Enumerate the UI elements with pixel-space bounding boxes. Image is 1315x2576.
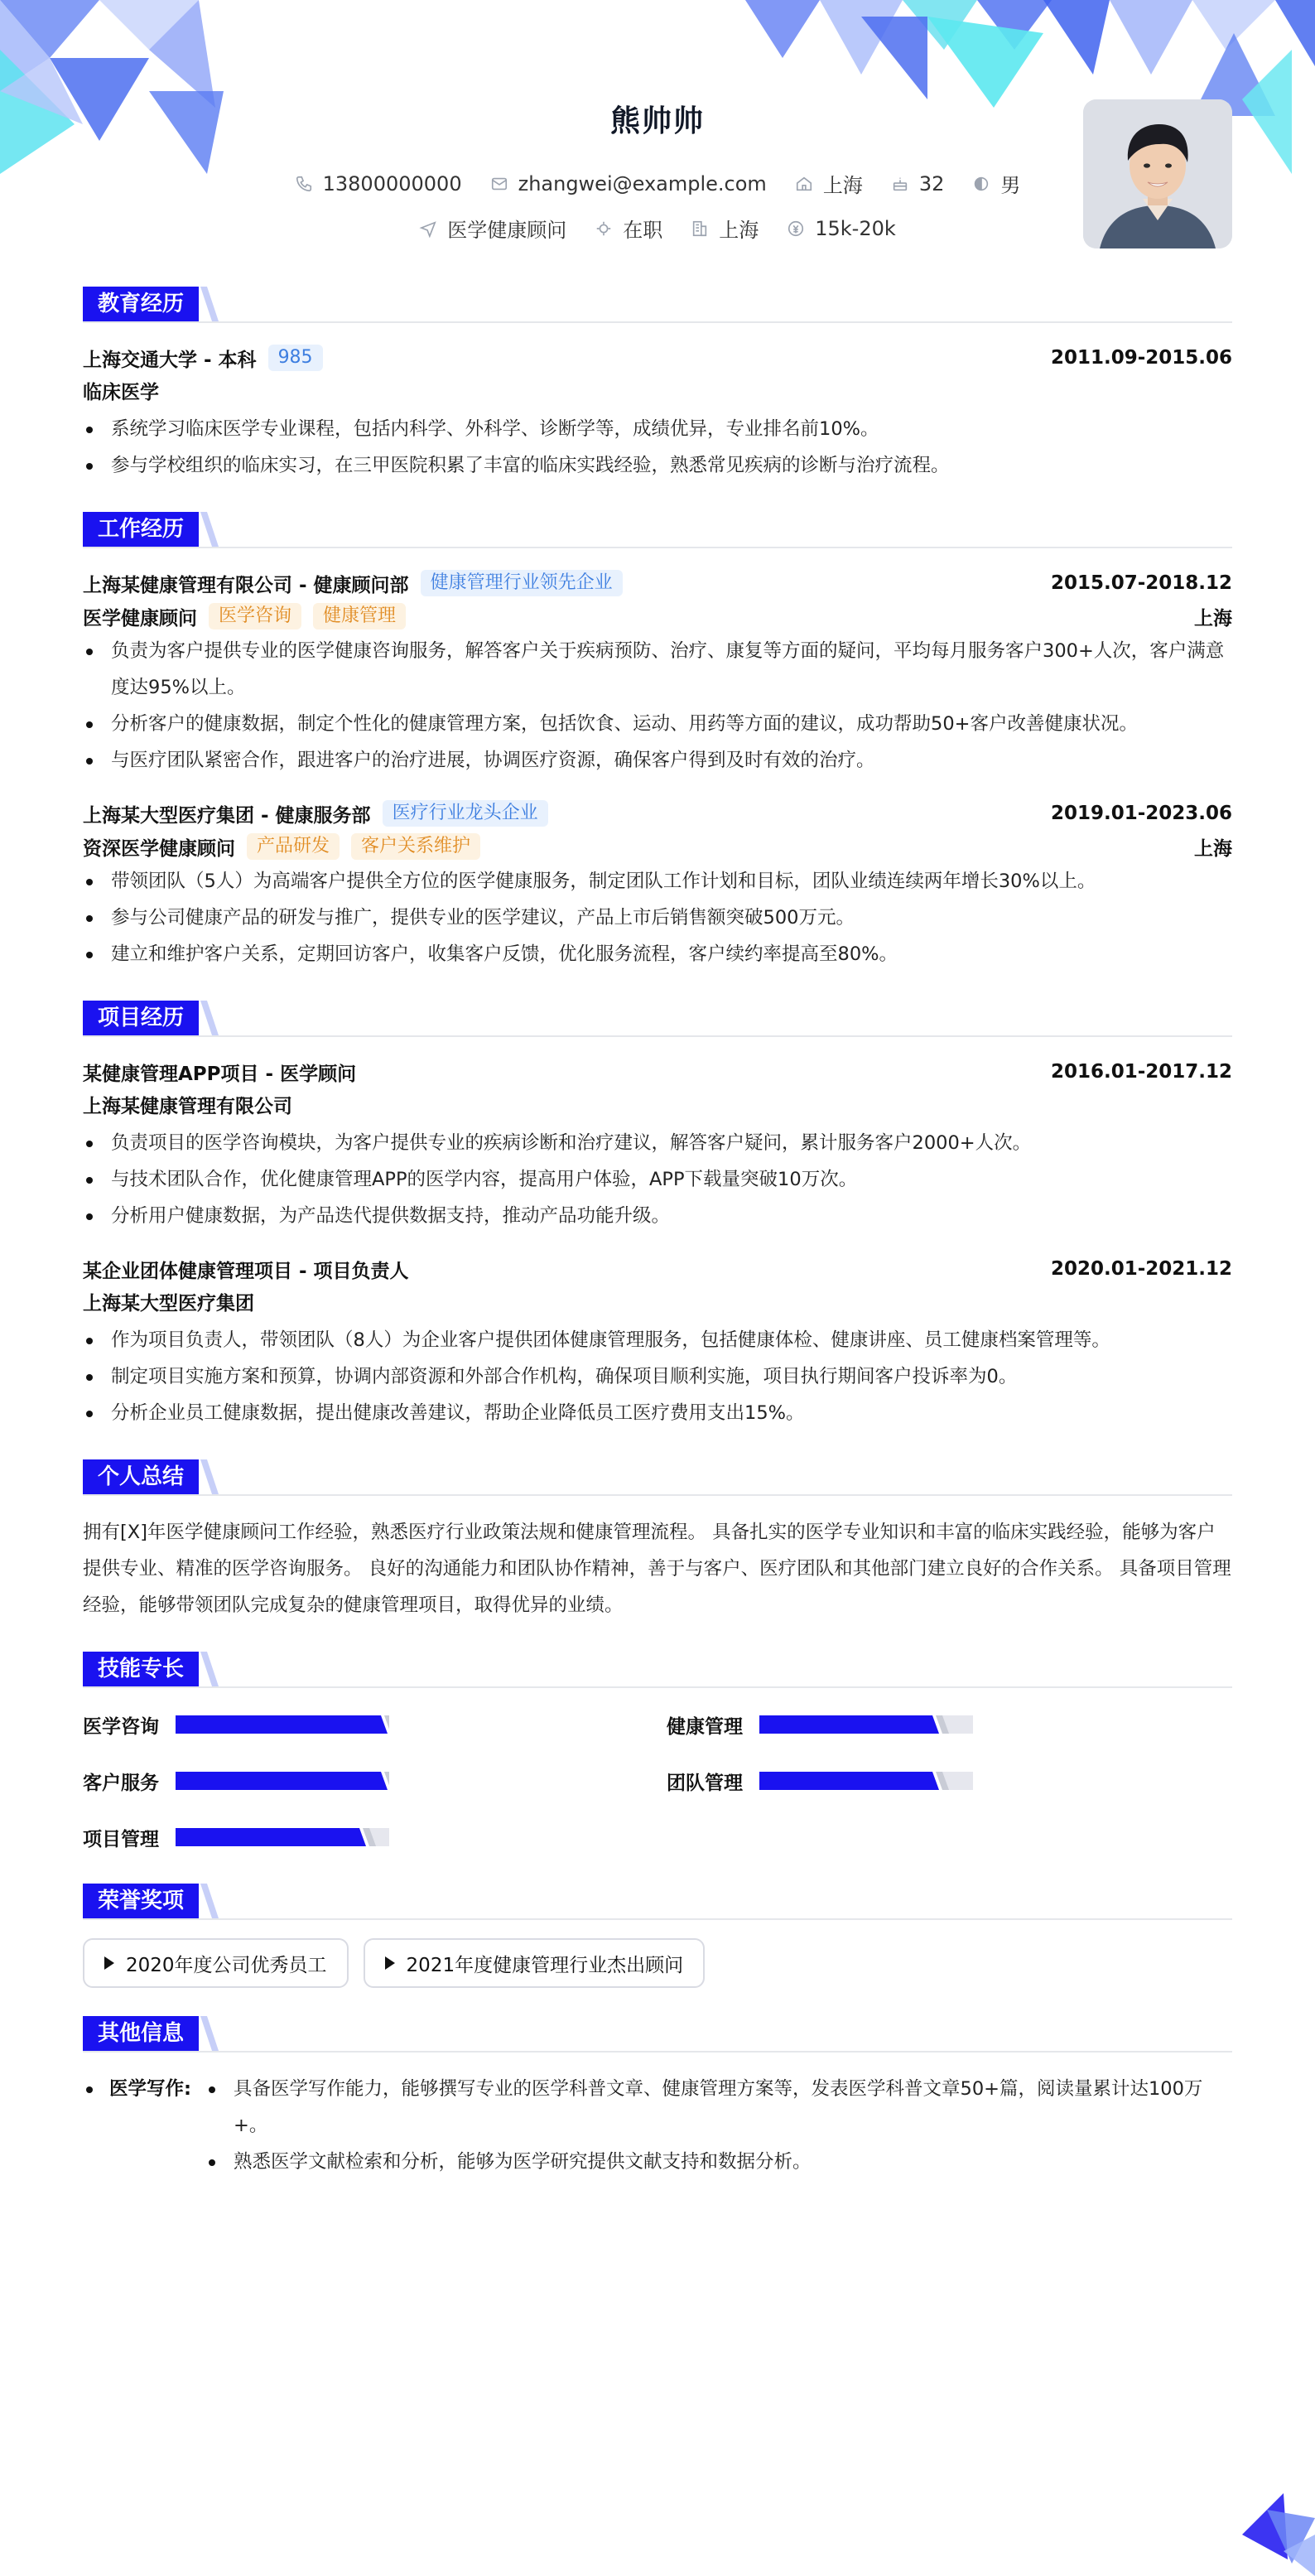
work-city: 上海	[1194, 607, 1232, 630]
award-label: 2020年度公司优秀员工	[126, 1954, 327, 1976]
section-title: 教育经历	[83, 287, 199, 321]
bullet-item: 与技术团队合作，优化健康管理APP的医学内容，提高用户体验，APP下载量突破10万次。	[83, 1161, 1232, 1198]
section-title-accent	[200, 2016, 219, 2051]
mail-icon	[490, 175, 508, 193]
entry-period: 2016.01-2017.12	[1050, 1061, 1232, 1083]
phone-icon	[295, 175, 313, 193]
skill-item	[667, 1706, 1250, 1743]
skill-bar	[176, 1715, 389, 1734]
age-item	[891, 169, 945, 198]
work-entry	[83, 567, 1232, 779]
section-title-accent	[200, 1459, 219, 1494]
skill-bar-cut	[379, 1715, 389, 1734]
bullet-list	[83, 863, 1232, 972]
entry-period: 2011.09-2015.06	[1050, 347, 1232, 369]
project-entry	[83, 1252, 1232, 1431]
entry-header	[83, 567, 1232, 600]
role-tag: 健康管理	[313, 603, 406, 630]
role-tag: 客户关系维护	[351, 833, 480, 860]
other-item: 熟悉医学文献检索和分析，能够为医学研究提供文献支持和数据分析。	[204, 2144, 1232, 2180]
skill-bar	[176, 1828, 389, 1846]
company-tag: 医疗行业龙头企业	[383, 800, 548, 827]
company-name: 上海某健康管理有限公司 - 健康顾问部	[83, 574, 409, 596]
age-text: 32	[918, 171, 945, 195]
work-city: 上海	[1194, 837, 1232, 860]
section-title-accent	[200, 1652, 219, 1686]
cake-icon	[891, 175, 909, 193]
skill-item	[83, 1763, 667, 1799]
entry-header	[83, 1055, 1232, 1088]
bullet-list	[83, 633, 1232, 779]
section-title-accent	[200, 1001, 219, 1035]
section-title: 项目经历	[83, 1001, 199, 1035]
location-item	[795, 169, 863, 198]
section-header	[83, 1001, 1232, 1037]
bullet-item: 系统学习临床医学专业课程，包括内科学、外科学、诊断学等，成绩优异，专业排名前10%。	[83, 411, 1232, 447]
entry-left	[83, 345, 323, 372]
entry-period: 2019.01-2023.06	[1050, 803, 1232, 824]
skill-fill	[176, 1715, 388, 1734]
education-section	[83, 287, 1232, 484]
phone-text: 13800000000	[322, 171, 462, 195]
education-entry	[83, 341, 1232, 484]
project-list	[83, 1037, 1232, 1431]
bullet-item: 建立和维护客户关系，定期回访客户，收集客户反馈，优化服务流程，客户续约率提高至80%。	[83, 936, 1232, 972]
skill-name: 团队管理	[667, 1772, 743, 1794]
home-icon	[795, 175, 813, 193]
section-title-accent	[200, 512, 219, 547]
skill-item	[667, 1763, 1250, 1799]
entry-header	[83, 797, 1232, 830]
entry-left	[83, 570, 623, 597]
job-intent-row	[83, 214, 1232, 243]
section-title-accent	[200, 1884, 219, 1918]
section-header	[83, 1884, 1232, 1920]
bullet-item: 与医疗团队紧密合作，跟进客户的治疗进展，协调医疗资源，确保客户得到及时有效的治疗。	[83, 742, 1232, 779]
entry-left	[83, 800, 548, 827]
position-text: 医学健康顾问	[447, 219, 567, 242]
skill-item	[83, 1819, 667, 1855]
skill-bar-cut	[379, 1772, 389, 1790]
contact-row	[83, 169, 1232, 198]
project-entry	[83, 1055, 1232, 1234]
award-item	[83, 1938, 349, 1988]
money-icon	[787, 219, 805, 238]
bullet-item: 制定项目实施方案和预算，协调内部资源和外部合作机构，确保项目顺利实施，项目执行期间客户投诉率为0。	[83, 1358, 1232, 1395]
role-name: 资深医学健康顾问	[83, 837, 235, 860]
status-text: 在职	[623, 219, 663, 242]
bullet-item: 带领团队（5人）为高端客户提供全方位的医学健康服务，制定团队工作计划和目标，团队业绩连续两年增长30%以上。	[83, 863, 1232, 900]
work-entry	[83, 797, 1232, 972]
skill-name: 医学咨询	[83, 1715, 159, 1738]
role-tag: 医学咨询	[209, 603, 301, 630]
email-item	[490, 169, 767, 198]
role-left	[83, 603, 406, 630]
skill-bar	[176, 1772, 389, 1790]
school-tag: 985	[268, 345, 323, 371]
bullet-item: 分析客户的健康数据，制定个性化的健康管理方案，包括饮食、运动、用药等方面的建议，成功帮助50+客户改善健康状况。	[83, 706, 1232, 742]
work-list	[83, 548, 1232, 972]
skill-name: 健康管理	[667, 1715, 743, 1738]
other-key: 医学写作:	[83, 2071, 204, 2180]
entry-header	[83, 1252, 1232, 1286]
section-header	[83, 2016, 1232, 2053]
awards-list	[83, 1938, 1232, 1988]
skill-bar-cut	[931, 1772, 949, 1790]
entry-period: 2020.01-2021.12	[1050, 1258, 1232, 1280]
position-item	[419, 214, 566, 243]
gender-item	[972, 169, 1020, 198]
bullet-item: 参与公司健康产品的研发与推广，提供专业的医学建议，产品上市后销售额突破500万元。	[83, 900, 1232, 936]
bullet-item: 分析企业员工健康数据，提出健康改善建议，帮助企业降低员工医疗费用支出15%。	[83, 1395, 1232, 1431]
project-name: 某企业团体健康管理项目 - 项目负责人	[83, 1260, 409, 1282]
triangle-icon	[385, 1956, 395, 1970]
entry-header	[83, 341, 1232, 374]
section-header	[83, 1652, 1232, 1688]
salary-text: 15k-20k	[815, 216, 896, 240]
school-name: 上海交通大学 - 本科	[83, 349, 257, 371]
city-item	[691, 214, 759, 243]
gender-icon	[972, 175, 990, 193]
role-name: 医学健康顾问	[83, 607, 197, 630]
location-text: 上海	[822, 174, 863, 197]
skill-fill	[176, 1772, 388, 1790]
skill-fill	[176, 1828, 366, 1846]
role-tag: 产品研发	[247, 833, 340, 860]
bullet-item: 负责项目的医学咨询模块，为客户提供专业的疾病诊断和治疗建议，解答客户疑问，累计服务客户2000+人次。	[83, 1125, 1232, 1161]
skill-bar	[759, 1772, 973, 1790]
skill-fill	[759, 1715, 939, 1734]
bullet-list	[83, 411, 1232, 484]
project-org: 上海某健康管理有限公司	[83, 1096, 292, 1117]
entry-period: 2015.07-2018.12	[1050, 572, 1232, 594]
skill-bar	[759, 1715, 973, 1734]
section-title: 工作经历	[83, 512, 199, 547]
other-section	[83, 2016, 1232, 2180]
skill-name: 项目管理	[83, 1828, 159, 1850]
summary-section	[83, 1459, 1232, 1623]
project-name: 某健康管理APP项目 - 医学顾问	[83, 1063, 357, 1085]
status-item	[595, 214, 662, 243]
bullet-item: 参与学校组织的临床实习，在三甲医院积累了丰富的临床实践经验，熟悉常见疾病的诊断与治疗流程。	[83, 447, 1232, 484]
bullet-item: 负责为客户提供专业的医学健康咨询服务，解答客户关于疾病预防、治疗、康复等方面的疑问，平均每月服务客户300+人次，客户满意度达95%以上。	[83, 633, 1232, 706]
role-row	[83, 830, 1232, 863]
role-row	[83, 600, 1232, 633]
skill-item	[83, 1706, 667, 1743]
awards-section	[83, 1884, 1232, 1988]
skills-section	[83, 1652, 1232, 1855]
section-header	[83, 1459, 1232, 1496]
candidate-name: 熊帅帅	[609, 104, 705, 138]
resume-header	[83, 0, 1232, 265]
skill-bar-cut	[358, 1828, 376, 1846]
send-icon	[419, 219, 437, 238]
award-label: 2021年度健康管理行业杰出顾问	[406, 1954, 684, 1976]
bullet-item: 分析用户健康数据，为产品迭代提供数据支持，推动产品功能升级。	[83, 1198, 1232, 1234]
triangle-icon	[104, 1956, 114, 1970]
skill-fill	[759, 1772, 939, 1790]
building-icon	[691, 219, 709, 238]
gender-text: 男	[1000, 174, 1021, 197]
section-title: 个人总结	[83, 1459, 199, 1494]
summary-text: 拥有[X]年医学健康顾问工作经验，熟悉医疗行业政策法规和健康管理流程。 具备扎实的医学专业知识和丰富的临床实践经验，能够为客户提供专业、精准的医学咨询服务。 良好的沟通能力和团队协作精神，善于与客户、医疗团队和其他部门建立良好的合作关系。 具备项目管理经验，能够带领团队完成复杂的健康管理项目，取得优异的业绩。	[83, 1522, 1231, 1616]
education-list	[83, 323, 1232, 484]
work-section	[83, 512, 1232, 972]
bullet-list	[83, 1322, 1232, 1431]
projects-section	[83, 1001, 1232, 1431]
avatar	[1083, 99, 1232, 248]
other-writing-row	[83, 2071, 1232, 2180]
company-tag: 健康管理行业领先企业	[421, 570, 623, 596]
salary-item	[787, 214, 896, 243]
section-header	[83, 512, 1232, 548]
other-list	[204, 2071, 1232, 2180]
award-item	[364, 1938, 706, 1988]
email-text: zhangwei@example.com	[518, 171, 767, 195]
city-text: 上海	[719, 219, 759, 242]
section-title: 其他信息	[83, 2016, 199, 2051]
status-icon	[595, 219, 613, 238]
section-title: 技能专长	[83, 1652, 199, 1686]
section-title-accent	[200, 287, 219, 321]
company-name: 上海某大型医疗集团 - 健康服务部	[83, 804, 371, 827]
role-left	[83, 833, 480, 861]
section-title: 荣誉奖项	[83, 1884, 199, 1918]
other-item: 具备医学写作能力，能够撰写专业的医学科普文章、健康管理方案等，发表医学科普文章50+篇，阅读量累计达100万+。	[204, 2071, 1232, 2144]
major-name: 临床医学	[83, 382, 159, 403]
bullet-item: 作为项目负责人，带领团队（8人）为企业客户提供团体健康管理服务，包括健康体检、健康讲座、员工健康档案管理等。	[83, 1322, 1232, 1358]
section-header	[83, 287, 1232, 323]
skill-bar-cut	[931, 1715, 949, 1734]
skill-name: 客户服务	[83, 1772, 159, 1794]
project-org: 上海某大型医疗集团	[83, 1293, 254, 1315]
phone-item	[295, 169, 462, 198]
bullet-list	[83, 1125, 1232, 1234]
skills-grid	[83, 1706, 1232, 1855]
